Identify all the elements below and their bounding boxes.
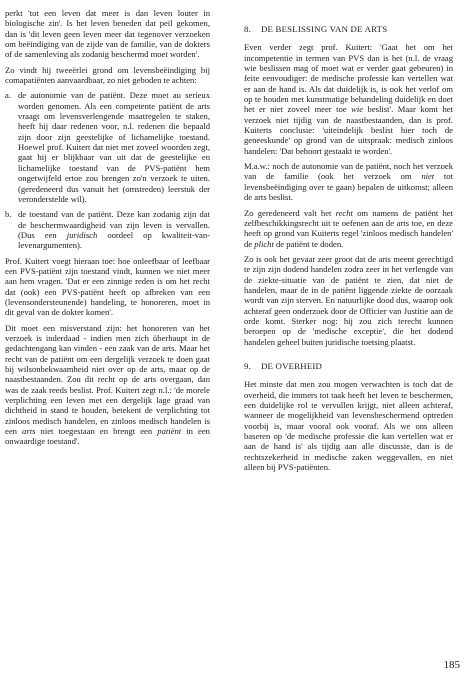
- section-title-9: DE OVERHEID: [261, 360, 323, 371]
- list-item-b: [5, 209, 210, 250]
- right-column: [244, 24, 453, 472]
- section-number-9: 9.: [244, 360, 251, 371]
- section-title-8: DE BESLISSING VAN DE ARTS: [261, 24, 388, 34]
- zo-geredeneerd-text-start: Zo geredeneerd valt het: [244, 207, 336, 218]
- emphasis-arts: arts: [22, 426, 36, 437]
- emphasis-recht: recht: [335, 207, 353, 218]
- emphasis-niet: niet: [421, 171, 435, 182]
- emphasis-plicht: plicht: [254, 238, 274, 249]
- paragraph-overheid: Het minste dat men zou mogen verwachten is toch dat de overheid, die immers tot taak heeft het leven te beschermen, een duidelijke rol te vervullen krijgt, niet alleen achteraf, wanneer de mogelijkheid van levensbeschermend optreden voorbij is, maar vooral ook vooraf. Als we ons alleen baseren op 'de medische professie die kan vertellen wat er aan de hand is' als tijdig aan alle discussie, dan is de rechtszekerheid in medische zaken weggevallen, en niet alleen bij PVS-patiënten.: [244, 379, 453, 473]
- emphasis-patient: patiënt: [157, 426, 182, 437]
- left-column: [5, 8, 210, 447]
- list-text-b: [18, 209, 210, 250]
- mavv-text-end: tot levensbeëindiging over te gaan) bepalen de uitkomst; alleen de arts beslist.: [244, 171, 453, 203]
- emphasis-juridisch: juridisch: [66, 229, 98, 240]
- even-verder-text-start: Even verder zegt prof. Kuitert: 'Gaat het om het incompetentie in termen van PVS dan is het (n.l. de vraag wie beslissen mag of moet wat er verder gaat gebeuren) in feite eenvoudiger: de medische professie kan vertellen wat er aan de hand is. Als dat duidelijk is, is ook het verlof om op te houden met kunstmatige behandeling duidelijk en doet het er niet zoveel meer toe: [244, 42, 453, 115]
- page-number: 185: [443, 659, 460, 671]
- even-verder-text-end: beslist'. Maar komt het verzoek niet tijdig van de naastbestaanden, dan is prof. Kuiterts conclusie: 'uiteindelijk beslist hier toch de geneeskunde' op grond van de uitspraak: medisch zinloos handelen: 'Dat behoort gestaakt te worden'.: [244, 104, 453, 156]
- paragraph-quote-continuation: perkt 'tot een leven dat meer is dan leven louter in biologische zin'. Is het leven beneden dat peil gekomen, dan is 'dit leven geen leven meer dat tegenover verzoeken om beëindiging van de zijde van de familie, van de dokters of de samenleving als zodanig beschermd moet worden'.: [5, 8, 210, 60]
- list-text-b-start: de toestand van de patiënt. Deze kan zodanig zijn dat de beschermwaardigheid van zijn leven is vervallen. (Dus een: [18, 209, 210, 240]
- misunderstanding-text-start: Dit moet een misverstand zijn: het honoreren van het verzoek is inderdaad - indien men zich überhaupt in de gedachtengang kan vinden - een zaak van de arts. Maar het recht van de patiënt om een dergelijk verzoek te doen gaat bij wilsonbekwaamheid niet over op de arts, maar op de naastbestaanden. Zou dit recht op de arts overgaan, dan was de zaak reeds beslist. Prof. Kuitert zegt n.l.: 'de morele verplichting een leven met een dergelijk lage graad van dichtheid in stand te houden, betekent de verplichting tot zinloos medisch handelen, en zinloos medisch handelen is een: [5, 322, 210, 437]
- section-heading-9: [244, 361, 453, 371]
- list-marker-a: a.: [5, 90, 11, 101]
- list-text-b-end: oordeel op kwaliteit-van-levenargumenten).: [18, 229, 210, 251]
- paragraph-zo-geredeneerd: [244, 208, 453, 249]
- paragraph-gevaar: Zo is ook het gevaar zeer groot dat de arts meent gerechtigd te zijn zijn dodend handelen zodra zeer in het verlengde van de ziekte-situatie van de patiënt te zien, dat niet de handelen, maar de in de patiënt liggende ziekte de oorzaak wordt van zijn sterven. En natuurlijke dood dus, waarop ook achteraf geen onderzoek door de Officier van Justitie aan de orde komt. Sterker nog: hij zou zich terecht kunnen beroepen op de 'medische exceptie', die het dodend handelen geheel buiten juridische toetsing plaatst.: [244, 253, 453, 347]
- misunderstanding-text-mid: niet toegestaan en brengt een: [35, 426, 158, 437]
- misunderstanding-text-end: in een onwaardige toestand'.: [5, 426, 210, 447]
- list-text-a: de autonomie van de patiënt. Deze moet au serieux worden genomen. Als een competente patiënt de arts vraagt om levensverlengende maatregelen te staken, heeft hij daar redenen voor, n.l. redenen die bepaald zijn door zijn geestelijke of lichamelijke toestand. Hoewel prof. Kuitert dat niet met zoveel woorden zegt, gaat hij er blijkbaar van uit dat de geestelijke en lichamelijke toestand van de PVS-patiënt hem ongetwijfeld ertoe zou brengen zo'n verzoek te uiten. (geredeneerd dus vanuit het (omstreden) leerstuk der veronderstelde wil).: [18, 90, 210, 204]
- paragraph-misunderstanding: [5, 323, 210, 447]
- list-item-a: [5, 90, 210, 204]
- section-number-8: 8.: [244, 24, 251, 34]
- emphasis-wie: wie: [351, 104, 364, 115]
- mavv-text-start: M.a.w.: noch de autonomie van de patiënt, noch het verzoek van de familie (ook het verzoek om: [244, 161, 453, 182]
- section-heading-8: [244, 24, 453, 34]
- paragraph-two-grounds: Zo vindt hij tweeërlei grond om levensbeëindiging bij comapatiënten aanvaardbaar, zo niet geboden te achten:: [5, 64, 210, 86]
- list-marker-b: b.: [5, 209, 12, 220]
- paragraph-even-verder: [244, 42, 453, 156]
- zo-geredeneerd-text-mid: om namens de patiënt het zelfbeschikkingsrecht uit te oefenen aan de arts toe, en deze heeft op grond van Kuiterts regel 'zinloos medisch handelen' de: [244, 207, 453, 249]
- paragraph-mavv: [244, 161, 453, 202]
- zo-geredeneerd-text-end: de patiënt te doden.: [273, 238, 344, 249]
- paragraph-kuitert-adds: Prof. Kuitert voegt hieraan toe: hoe onleefbaar of leefbaar een PVS-patiënt zijn toestand vindt, kunnen we niet meer aan hem vragen. 'Dat er een zinnige reden is om het recht dat (ook) een PVS-patiënt heeft op afbreken van een (levensondersteunende) handeling, te honoreren, moet in dit geval van de dokter komen'.: [5, 255, 210, 318]
